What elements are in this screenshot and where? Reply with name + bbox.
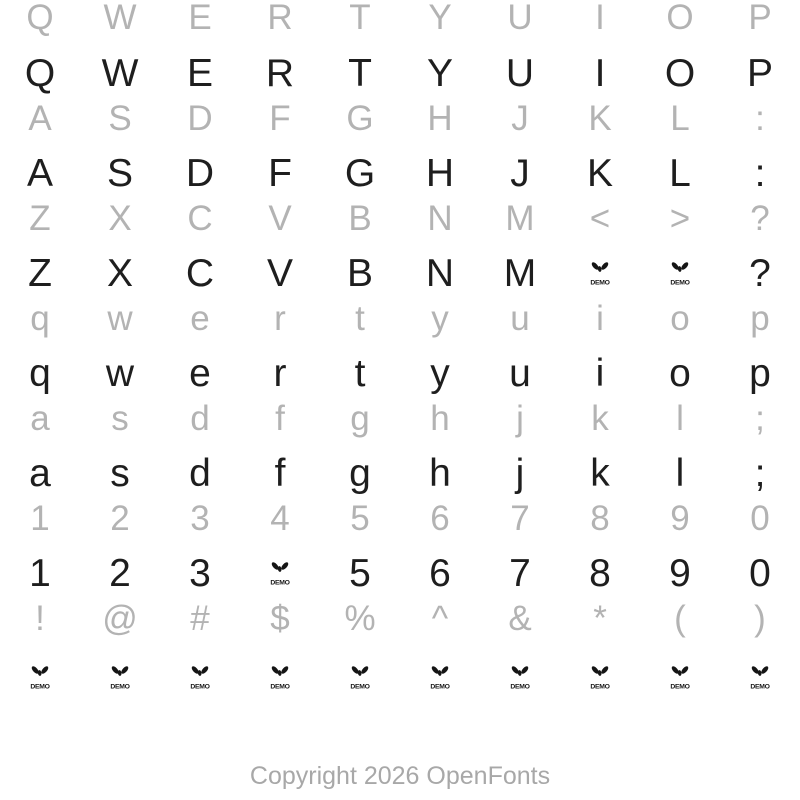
demo-glyph-label: DEMO bbox=[190, 683, 210, 690]
glyph-cell: G bbox=[346, 99, 374, 138]
glyph-cell: J bbox=[511, 99, 529, 138]
demo-glyph-label: DEMO bbox=[30, 683, 50, 690]
glyph-cell: W bbox=[101, 52, 139, 95]
glyph-cell: o bbox=[669, 352, 691, 395]
glyph-cell: f bbox=[275, 399, 285, 438]
glyph-row-12 bbox=[0, 554, 800, 593]
glyph-cell: u bbox=[509, 352, 531, 395]
glyph-cell: p bbox=[749, 352, 771, 395]
glyph-cell: Z bbox=[28, 252, 52, 295]
glyph-cell: F bbox=[269, 99, 291, 138]
demo-glyph-label: DEMO bbox=[590, 279, 610, 286]
demo-placeholder-cell bbox=[320, 658, 400, 697]
glyph-row-13 bbox=[0, 601, 800, 636]
demo-placeholder-cell bbox=[480, 658, 560, 697]
glyph-cell: B bbox=[348, 199, 372, 238]
glyph-cell: L bbox=[670, 99, 690, 138]
glyph-cell: 7 bbox=[509, 552, 531, 595]
demo-glyph-label: DEMO bbox=[510, 683, 530, 690]
glyph-cell: N bbox=[427, 199, 453, 238]
copyright-text: Copyright 2026 OpenFonts bbox=[249, 762, 551, 790]
glyph-cell: ; bbox=[755, 399, 765, 438]
glyph-cell: a bbox=[29, 452, 51, 495]
glyph-cell: H bbox=[425, 152, 455, 195]
glyph-cell: & bbox=[508, 599, 532, 638]
glyph-cell: g bbox=[349, 452, 371, 495]
glyph-cell: 2 bbox=[109, 552, 131, 595]
glyph-cell: 9 bbox=[670, 499, 690, 538]
glyph-cell: d bbox=[189, 452, 211, 495]
glyph-cell: U bbox=[505, 52, 535, 95]
glyph-cell: 8 bbox=[589, 552, 611, 595]
glyph-cell: s bbox=[110, 452, 130, 495]
glyph-cell: C bbox=[187, 199, 213, 238]
glyph-row-1 bbox=[0, 0, 800, 35]
glyph-cell: 6 bbox=[430, 499, 450, 538]
demo-placeholder-cell bbox=[400, 658, 480, 697]
glyph-cell: 4 bbox=[270, 499, 290, 538]
demo-placeholder-cell bbox=[160, 658, 240, 697]
glyph-row-7 bbox=[0, 301, 800, 336]
glyph-cell: 5 bbox=[349, 552, 371, 595]
glyph-cell: ^ bbox=[431, 599, 449, 638]
glyph-cell: A bbox=[28, 99, 52, 138]
glyph-cell: : bbox=[754, 152, 766, 195]
glyph-cell: T bbox=[348, 52, 372, 95]
glyph-cell: B bbox=[346, 252, 373, 295]
glyph-cell: Q bbox=[24, 52, 56, 95]
glyph-cell: Y bbox=[428, 0, 452, 37]
glyph-cell: J bbox=[510, 152, 530, 195]
glyph-cell: M bbox=[503, 252, 537, 295]
glyph-row-8 bbox=[0, 354, 800, 393]
glyph-cell: i bbox=[596, 299, 604, 338]
demo-fleuron-icon bbox=[189, 662, 211, 690]
glyph-cell: G bbox=[344, 152, 376, 195]
demo-fleuron-icon bbox=[349, 662, 371, 690]
demo-fleuron-icon bbox=[589, 258, 611, 286]
glyph-cell: 5 bbox=[350, 499, 370, 538]
glyph-cell: $ bbox=[270, 599, 290, 638]
glyph-cell: U bbox=[507, 0, 533, 37]
glyph-cell: # bbox=[190, 599, 210, 638]
glyph-cell: t bbox=[355, 299, 365, 338]
demo-glyph-label: DEMO bbox=[430, 683, 450, 690]
glyph-row-10 bbox=[0, 454, 800, 493]
glyph-cell: y bbox=[431, 299, 449, 338]
glyph-cell: L bbox=[669, 152, 691, 195]
glyph-cell: X bbox=[106, 252, 133, 295]
glyph-cell: e bbox=[190, 299, 210, 338]
glyph-cell: P bbox=[746, 52, 773, 95]
demo-placeholder-cell bbox=[240, 658, 320, 697]
glyph-cell: S bbox=[106, 152, 133, 195]
demo-fleuron-icon bbox=[109, 662, 131, 690]
glyph-cell: l bbox=[675, 452, 685, 495]
glyph-cell: % bbox=[344, 599, 376, 638]
demo-placeholder-cell bbox=[560, 658, 640, 697]
glyph-row-4 bbox=[0, 154, 800, 193]
glyph-cell: ? bbox=[749, 252, 771, 295]
glyph-cell: r bbox=[274, 299, 286, 338]
glyph-row-2 bbox=[0, 54, 800, 93]
demo-placeholder-cell bbox=[640, 254, 720, 293]
glyph-cell: V bbox=[266, 252, 293, 295]
glyph-cell: P bbox=[748, 0, 772, 37]
glyph-row-6 bbox=[0, 254, 800, 293]
glyph-cell: ? bbox=[750, 199, 770, 238]
glyph-cell: E bbox=[188, 0, 212, 37]
glyph-cell: ! bbox=[35, 599, 45, 638]
glyph-cell: 8 bbox=[590, 499, 610, 538]
glyph-cell: W bbox=[103, 0, 137, 37]
glyph-cell: Z bbox=[29, 199, 51, 238]
glyph-cell: T bbox=[349, 0, 371, 37]
glyph-row-9 bbox=[0, 401, 800, 436]
glyph-cell: h bbox=[430, 399, 450, 438]
glyph-cell: 0 bbox=[750, 499, 770, 538]
glyph-cell: 3 bbox=[190, 499, 210, 538]
glyph-cell: f bbox=[274, 452, 286, 495]
glyph-cell: M bbox=[505, 199, 535, 238]
glyph-cell: 1 bbox=[30, 499, 50, 538]
glyph-cell: o bbox=[670, 299, 690, 338]
glyph-cell: d bbox=[190, 399, 210, 438]
glyph-cell: O bbox=[664, 52, 696, 95]
glyph-cell: K bbox=[586, 152, 613, 195]
glyph-cell: ( bbox=[674, 599, 686, 638]
demo-fleuron-icon bbox=[509, 662, 531, 690]
demo-fleuron-icon bbox=[749, 662, 771, 690]
glyph-cell: ) bbox=[754, 599, 766, 638]
demo-glyph-label: DEMO bbox=[590, 683, 610, 690]
glyph-cell: 2 bbox=[110, 499, 130, 538]
glyph-cell: 6 bbox=[429, 552, 451, 595]
glyph-cell: S bbox=[108, 99, 132, 138]
glyph-row-11 bbox=[0, 501, 800, 536]
glyph-cell: D bbox=[187, 99, 213, 138]
demo-fleuron-icon bbox=[429, 662, 451, 690]
glyph-cell: V bbox=[268, 199, 292, 238]
glyph-cell: j bbox=[515, 452, 525, 495]
glyph-cell: i bbox=[595, 352, 605, 395]
demo-glyph-label: DEMO bbox=[270, 579, 290, 586]
glyph-cell: 0 bbox=[749, 552, 771, 595]
glyph-row-5 bbox=[0, 201, 800, 236]
demo-fleuron-icon bbox=[29, 662, 51, 690]
glyph-cell: s bbox=[111, 399, 129, 438]
glyph-row-14 bbox=[0, 658, 800, 697]
demo-glyph-label: DEMO bbox=[670, 683, 690, 690]
glyph-cell: < bbox=[589, 199, 611, 238]
demo-fleuron-icon bbox=[269, 558, 291, 586]
glyph-cell: Y bbox=[426, 52, 453, 95]
glyph-cell: y bbox=[430, 352, 450, 395]
glyph-cell: 9 bbox=[669, 552, 691, 595]
demo-placeholder-cell bbox=[560, 254, 640, 293]
glyph-cell: K bbox=[588, 99, 612, 138]
glyph-cell: > bbox=[669, 199, 691, 238]
glyph-cell: a bbox=[30, 399, 50, 438]
glyph-cell: q bbox=[29, 352, 51, 395]
demo-fleuron-icon bbox=[669, 662, 691, 690]
glyph-cell: I bbox=[595, 0, 605, 37]
glyph-cell: @ bbox=[102, 599, 138, 638]
demo-glyph-label: DEMO bbox=[350, 683, 370, 690]
glyph-cell: k bbox=[591, 399, 609, 438]
glyph-cell: N bbox=[425, 252, 455, 295]
glyph-cell: j bbox=[516, 399, 524, 438]
glyph-cell: p bbox=[750, 299, 770, 338]
demo-placeholder-cell bbox=[640, 658, 720, 697]
glyph-cell: w bbox=[105, 352, 135, 395]
glyph-cell: 1 bbox=[29, 552, 51, 595]
glyph-cell: e bbox=[189, 352, 211, 395]
demo-placeholder-cell bbox=[80, 658, 160, 697]
demo-placeholder-cell bbox=[240, 554, 320, 593]
glyph-cell: F bbox=[268, 152, 292, 195]
glyph-cell: Q bbox=[26, 0, 54, 37]
glyph-cell: I bbox=[594, 52, 606, 95]
demo-fleuron-icon bbox=[589, 662, 611, 690]
glyph-cell: l bbox=[676, 399, 684, 438]
demo-glyph-label: DEMO bbox=[670, 279, 690, 286]
glyph-cell: O bbox=[666, 0, 694, 37]
glyph-cell: r bbox=[273, 352, 287, 395]
glyph-cell: X bbox=[108, 199, 132, 238]
glyph-cell: R bbox=[265, 52, 295, 95]
glyph-cell: D bbox=[185, 152, 215, 195]
glyph-cell: w bbox=[107, 299, 133, 338]
glyph-cell: : bbox=[755, 99, 765, 138]
demo-placeholder-cell bbox=[720, 658, 800, 697]
glyph-cell: E bbox=[186, 52, 213, 95]
glyph-cell: g bbox=[350, 399, 370, 438]
glyph-cell: t bbox=[354, 352, 366, 395]
demo-fleuron-icon bbox=[669, 258, 691, 286]
demo-glyph-label: DEMO bbox=[110, 683, 130, 690]
glyph-cell: 3 bbox=[189, 552, 211, 595]
glyph-cell: A bbox=[26, 152, 53, 195]
glyph-cell: 7 bbox=[510, 499, 530, 538]
demo-placeholder-cell bbox=[0, 658, 80, 697]
glyph-cell: * bbox=[593, 599, 607, 638]
glyph-cell: q bbox=[30, 299, 50, 338]
glyph-cell: h bbox=[429, 452, 451, 495]
demo-fleuron-icon bbox=[269, 662, 291, 690]
glyph-cell: ; bbox=[754, 452, 766, 495]
glyph-cell: H bbox=[427, 99, 453, 138]
glyph-row-3 bbox=[0, 101, 800, 136]
demo-glyph-label: DEMO bbox=[270, 683, 290, 690]
glyph-cell: u bbox=[510, 299, 530, 338]
demo-glyph-label: DEMO bbox=[750, 683, 770, 690]
glyph-cell: C bbox=[185, 252, 215, 295]
glyph-cell: k bbox=[590, 452, 610, 495]
glyph-cell: R bbox=[267, 0, 293, 37]
